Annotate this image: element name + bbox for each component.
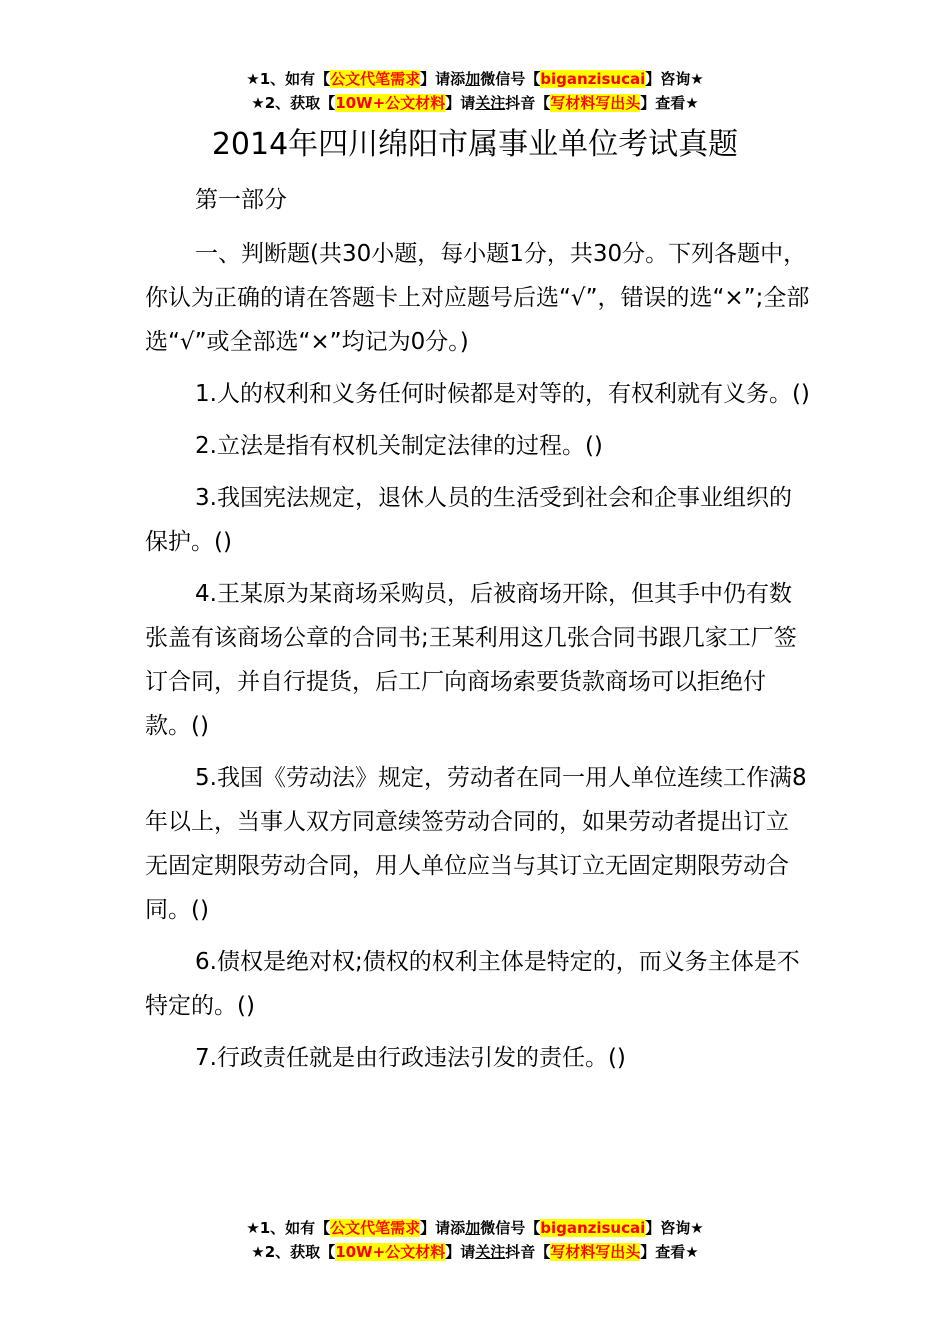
section-heading: 第一部分 <box>195 187 287 213</box>
ad-text: 微信号【 <box>480 70 541 88</box>
question-6: 6.债权是绝对权;债权的权利主体是特定的，而义务主体是不特定的。() <box>145 949 800 1019</box>
ad-text: 微信号【 <box>480 1219 541 1237</box>
question-7: 7.行政责任就是由行政违法引发的责任。() <box>195 1045 626 1071</box>
question-5: 5.我国《劳动法》规定，劳动者在同一用人单位连续工作满8年以上，当事人双方同意续签劳动合同的，如果劳动者提出订立无固定期限劳动合同，用人单位应当与其订立无固定期限劳动合同。() <box>145 765 807 923</box>
ad-highlight: 10W+公文材料 <box>335 1243 446 1261</box>
footer-ad-line-2 <box>0 1240 950 1264</box>
footer-ad <box>0 1216 950 1264</box>
ad-underline: 关注 <box>475 94 506 112</box>
header-ad-line-2 <box>0 91 950 115</box>
ad-text: 】咨询★ <box>645 1219 704 1237</box>
header-ad-line-1 <box>0 67 950 91</box>
document-body <box>145 178 810 1088</box>
question-3: 3.我国宪法规定，退休人员的生活受到社会和企事业组织的保护。() <box>145 485 792 555</box>
header-ad <box>0 67 950 115</box>
question-1: 1.人的权利和义务任何时候都是对等的，有权利就有义务。() <box>195 381 810 407</box>
ad-text: 抖音【 <box>505 1243 551 1261</box>
question-2: 2.立法是指有权机关制定法律的过程。() <box>195 433 603 459</box>
paragraph-instructions: 一、判断题(共30小题，每小题1分，共30分。下列各题中，你认为正确的请在答题卡上对应题号后选“√”，错误的选“×”;全部选“√”或全部选“×”均记为0分。) <box>145 241 810 355</box>
ad-underline: 加 <box>465 70 481 88</box>
ad-text: 】请添 <box>420 1219 466 1237</box>
ad-text: 】请 <box>445 1243 476 1261</box>
ad-highlight-wechat: biganzisucai <box>540 1219 646 1237</box>
ad-underline: 加 <box>465 1219 481 1237</box>
ad-text: 抖音【 <box>505 94 551 112</box>
document-title: 2014年四川绵阳市属事业单位考试真题 <box>211 127 739 162</box>
ad-text: 】查看★ <box>640 94 699 112</box>
ad-text: 】请添 <box>420 70 466 88</box>
ad-highlight-douyin: 写材料写出头 <box>550 1243 641 1261</box>
ad-highlight: 公文代笔需求 <box>330 70 421 88</box>
ad-text: ★1、如有【 <box>246 70 331 88</box>
ad-text: 】查看★ <box>640 1243 699 1261</box>
ad-text: 】咨询★ <box>645 70 704 88</box>
ad-text: ★2、获取【 <box>251 94 336 112</box>
ad-highlight: 公文代笔需求 <box>330 1219 421 1237</box>
ad-underline: 关注 <box>475 1243 506 1261</box>
ad-highlight: 10W+公文材料 <box>335 94 446 112</box>
ad-highlight-douyin: 写材料写出头 <box>550 94 641 112</box>
ad-text: ★1、如有【 <box>246 1219 331 1237</box>
footer-ad-line-1 <box>0 1216 950 1240</box>
ad-text: 】请 <box>445 94 476 112</box>
ad-text: ★2、获取【 <box>251 1243 336 1261</box>
question-4: 4.王某原为某商场采购员，后被商场开除，但其手中仍有数张盖有该商场公章的合同书;王某利用这几张合同书跟几家工厂签订合同，并自行提货，后工厂向商场索要货款商场可以拒绝付款。() <box>145 581 797 739</box>
ad-highlight-wechat: biganzisucai <box>540 70 646 88</box>
